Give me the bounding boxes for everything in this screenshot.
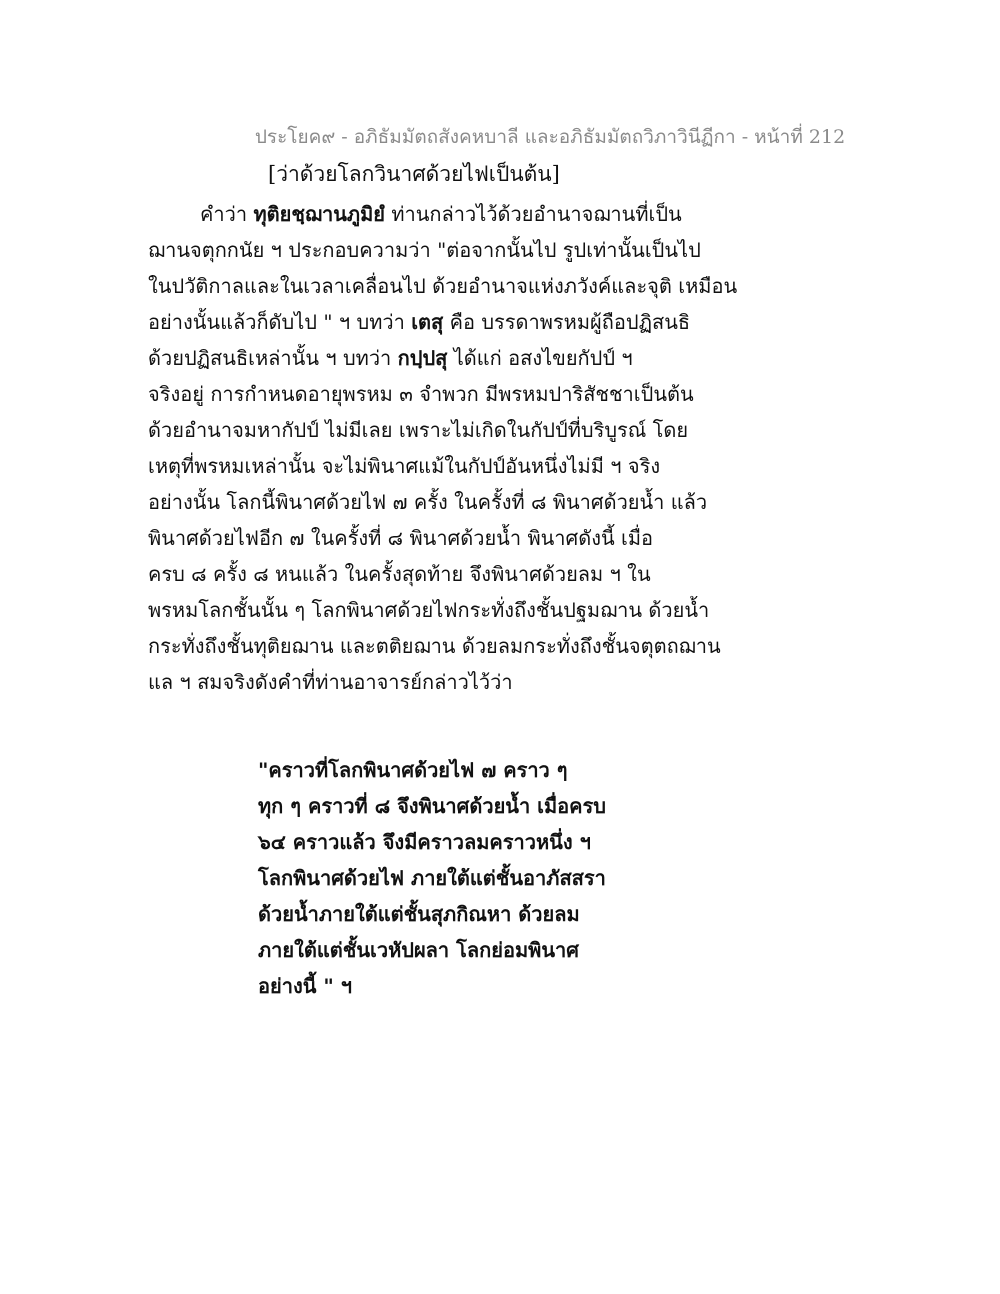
body-line: พินาศด้วยไฟอีก ๗ ในครั้งที่ ๘ พินาศด้วยน้ำ พินาศดังนี้ เมื่อ xyxy=(148,526,654,550)
body-line: กระทั่งถึงชั้นทุติยฌาน และตติยฌาน ด้วยลมกระทั่งถึงชั้นจตุตถฌาน xyxy=(148,634,721,658)
body-text xyxy=(148,196,868,700)
quote-line: โลกพินาศด้วยไฟ ภายใต้แต่ชั้นอาภัสสรา xyxy=(258,866,606,890)
body-line: แล ฯ สมจริงดังคำที่ท่านอาจารย์กล่าวไว้ว่า xyxy=(148,670,513,694)
body-line: ในปวัติกาลและในเวลาเคลื่อนไป ด้วยอำนาจแห่งภวังค์และจุติ เหมือน xyxy=(148,274,738,298)
section-title: [ว่าด้วยโลกวินาศด้วยไฟเป็นต้น] xyxy=(268,162,560,186)
body-line: อย่างนั้นแล้วก็ดับไป " ฯ บทว่า เตสุ คือ บรรดาพรหมผู้ถือปฏิสนธิ xyxy=(148,310,691,334)
body-line: จริงอยู่ การกำหนดอายุพรหม ๓ จำพวก มีพรหมปาริสัชชาเป็นต้น xyxy=(148,382,694,406)
quote-line: ทุก ๆ คราวที่ ๘ จึงพินาศด้วยน้ำ เมื่อครบ xyxy=(258,794,606,818)
page-header-text: ประโยค๙ - อภิธัมมัตถสังคหบาลี และอภิธัมมัตถวิภาวินีฏีกา - หน้าที่ 212 xyxy=(254,126,846,148)
bold-term: กปฺปสุ xyxy=(397,346,448,370)
body-line: เหตุที่พรหมเหล่านั้น จะไม่พินาศแม้ในกัปป์อันหนึ่งไม่มี ฯ จริง xyxy=(148,454,661,478)
bold-term: เตสุ xyxy=(411,310,444,334)
quote-line: ภายใต้แต่ชั้นเวหัปผลา โลกย่อมพินาศ xyxy=(258,938,579,962)
page-header xyxy=(0,122,1000,152)
body-line: ด้วยปฏิสนธิเหล่านั้น ฯ บทว่า กปฺปสุ ได้แก่ อสงไขยกัปป์ ฯ xyxy=(148,346,633,370)
body-line: ครบ ๘ ครั้ง ๘ หนแล้ว ในครั้งสุดท้าย จึงพินาศด้วยลม ฯ ใน xyxy=(148,562,651,586)
quote-line: อย่างนี้ " ฯ xyxy=(258,974,352,998)
quote-line: ๖๔ คราวแล้ว จึงมีคราวลมคราวหนึ่ง ฯ xyxy=(258,830,591,854)
bold-term: ทุติยชฺฌานภูมิยํ xyxy=(253,202,385,226)
quote-line: "คราวที่โลกพินาศด้วยไฟ ๗ คราว ๆ xyxy=(258,758,568,782)
quoted-verse xyxy=(258,752,878,1004)
body-line: คำว่า ทุติยชฺฌานภูมิยํ ท่านกล่าวไว้ด้วยอำนาจฌานที่เป็น xyxy=(200,202,682,226)
body-line: ฌานจตุกกนัย ฯ ประกอบความว่า "ต่อจากนั้นไป รูปเท่านั้นเป็นไป xyxy=(148,238,701,262)
quote-line: ด้วยน้ำภายใต้แต่ชั้นสุภกิณหา ด้วยลม xyxy=(258,902,580,926)
body-line: พรหมโลกชั้นนั้น ๆ โลกพินาศด้วยไฟกระทั่งถึงชั้นปฐมฌาน ด้วยน้ำ xyxy=(148,598,710,622)
body-line: อย่างนั้น โลกนี้พินาศด้วยไฟ ๗ ครั้ง ในครั้งที่ ๘ พินาศด้วยน้ำ แล้ว xyxy=(148,490,708,514)
body-line: ด้วยอำนาจมหากัปป์ ไม่มีเลย เพราะไม่เกิดในกัปป์ที่บริบูรณ์ โดย xyxy=(148,418,689,442)
